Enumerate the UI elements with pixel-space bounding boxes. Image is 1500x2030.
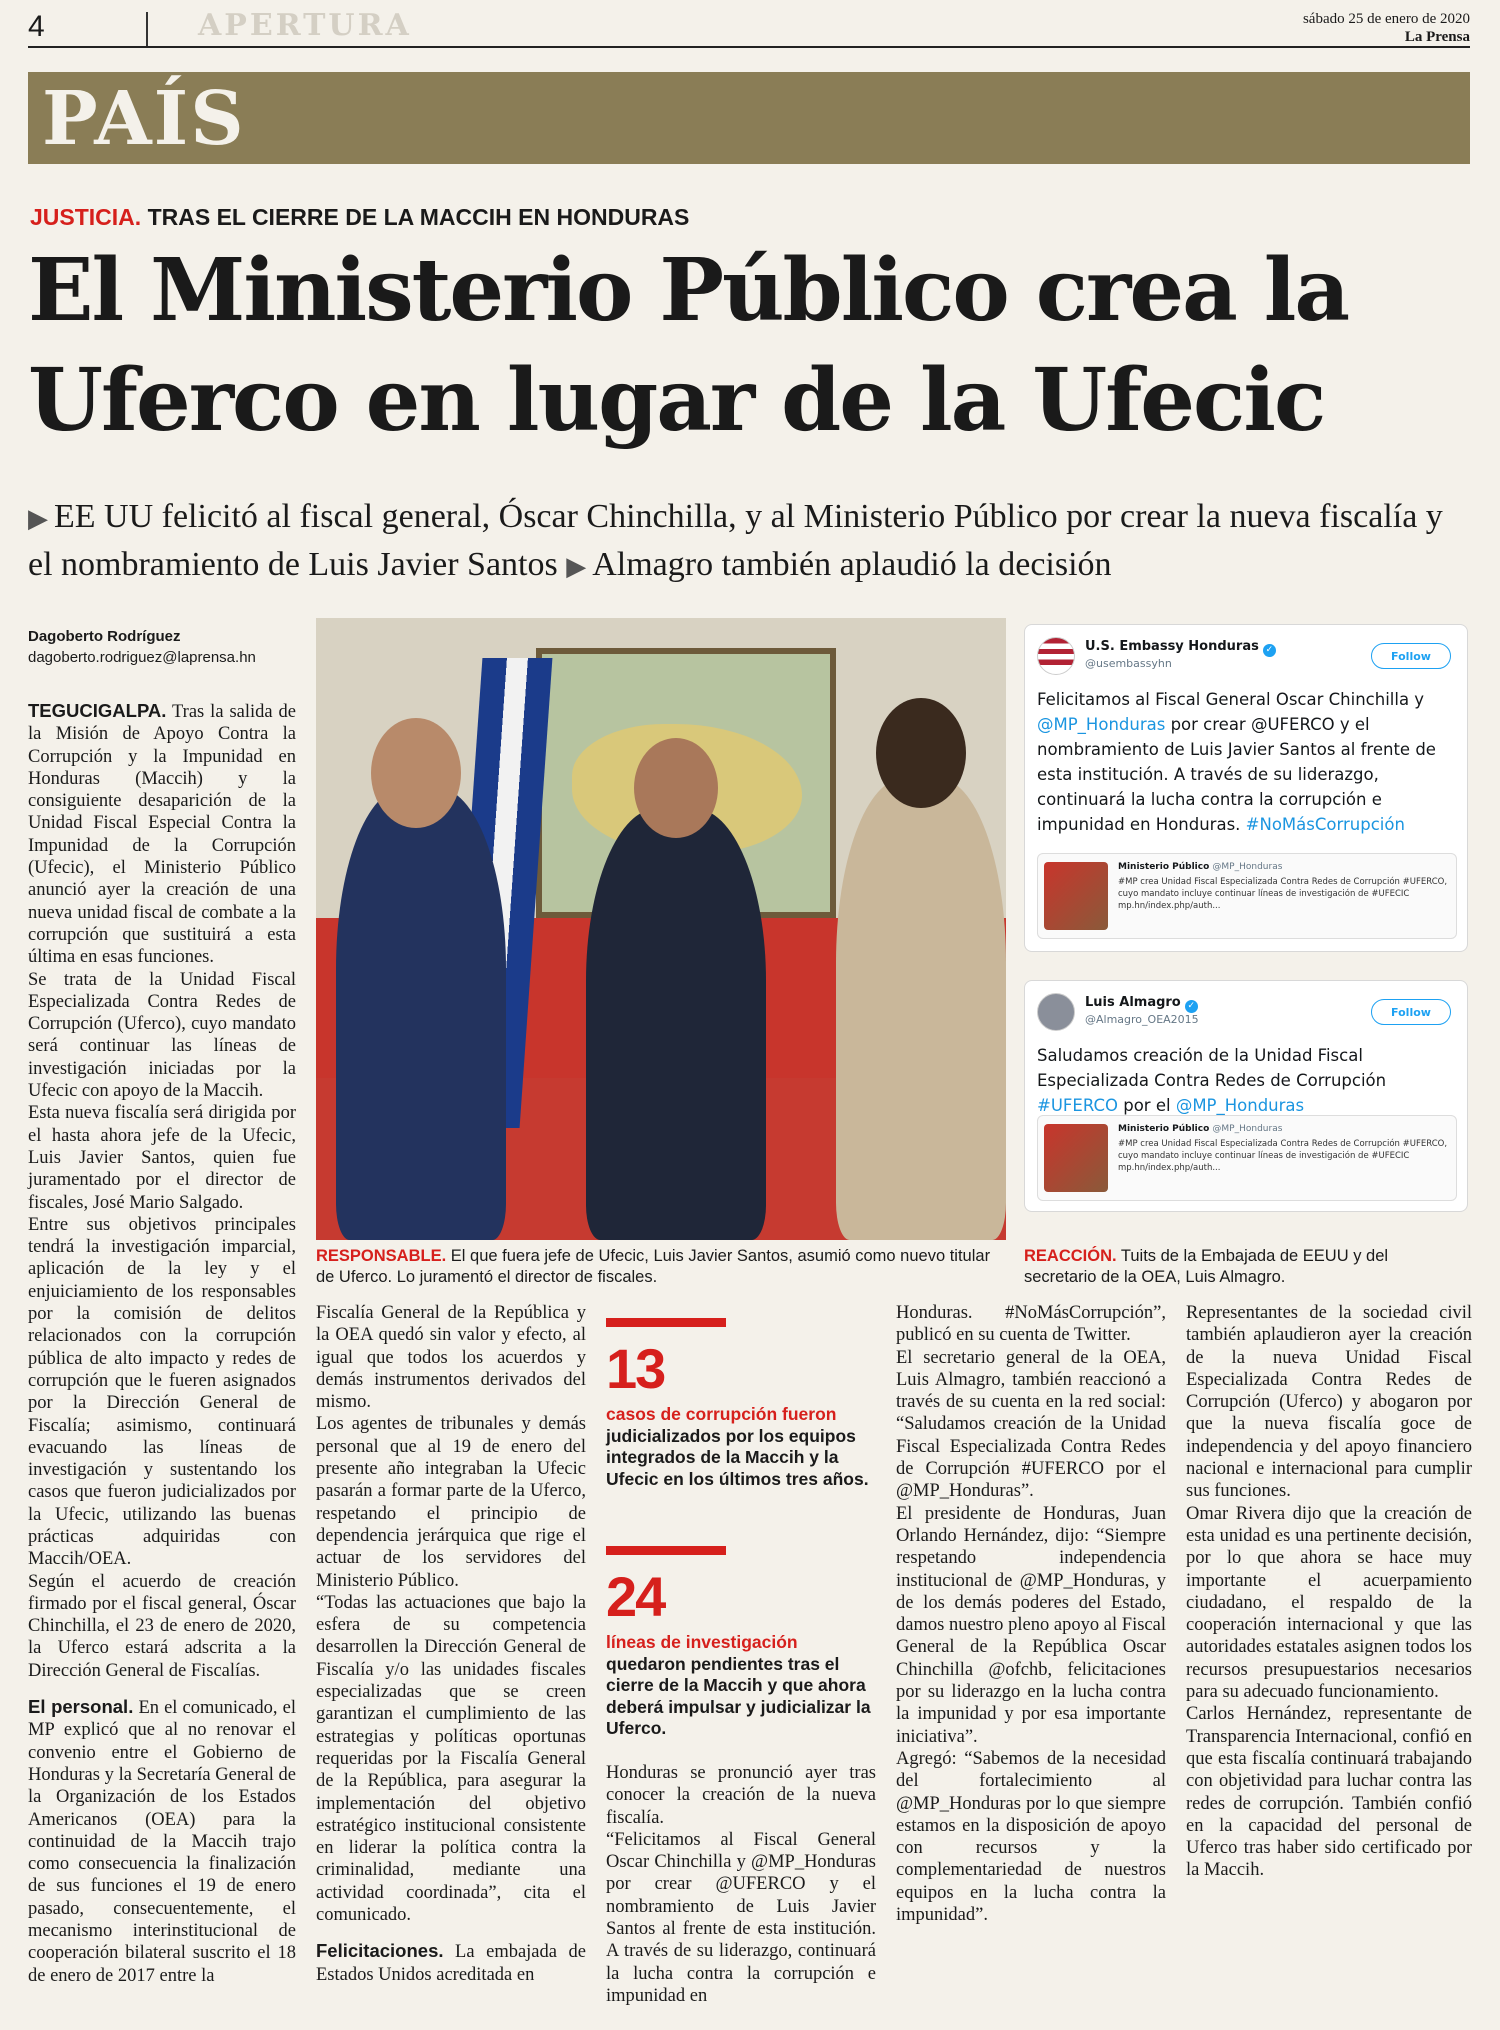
section-title: PAÍS [42, 76, 246, 162]
kicker-text: TRAS EL CIERRE DE LA MACCIH EN HONDURAS [147, 204, 690, 230]
article-column-2 [316, 1302, 586, 1986]
publication-name: La Prensa [1404, 29, 1470, 45]
photo-head-right [876, 698, 966, 808]
tweet-hashtag[interactable]: #UFERCO [1037, 1096, 1118, 1115]
byline [28, 628, 298, 666]
photo-person-center [586, 808, 766, 1240]
paragraph: Representantes de la sociedad civil también aplaudieron ayer la creación de la nueva Unidad Fiscal Especializada Contra Redes de Corrupción (Uferco) y abogaron por que la nueva fiscalía goce de independencia y del apoyo financiero nacional e internacional para cumplir sus funciones. [1186, 1303, 1472, 1502]
triangle-bullet-icon: ▶ [28, 504, 48, 533]
almagro-avatar [1037, 993, 1075, 1031]
header-divider [146, 12, 148, 46]
date-block [1303, 10, 1470, 46]
paragraph: Se trata de la Unidad Fiscal Especializada Contra Redes de Corrupción (Uferco), cuyo mandato será continuar las líneas de investigación iniciadas por la Ufecic con apoyo de la Maccih. [28, 969, 296, 1102]
tweet-mention[interactable]: @MP_Honduras [1037, 715, 1166, 734]
headline-line-1: El Ministerio Público crea la [28, 240, 1349, 341]
stat-text: líneas de investigación quedaron pendientes tras el cierre de la Maccih y que ahora deberá impulsar y judicializar la Uferco. [606, 1632, 871, 1738]
tweet-embassy [1024, 624, 1468, 952]
issue-date: sábado 25 de enero de 2020 [1302, 11, 1470, 27]
paragraph: El presidente de Honduras, Juan Orlando Hernández, dijo: “Siempre respetando independencia institucional de @MP_Honduras, y de los demás poderes del Estado, damos nuestro pleno apoyo al Fiscal General de la República Oscar Chinchilla @ofchb, felicitaciones por su liderazgo en la lucha contra la impunidad y por esa importante iniciativa”. [896, 1503, 1166, 1747]
subhead-personal: El personal. [28, 1696, 134, 1718]
kicker [30, 204, 689, 231]
caption-tag: REACCIÓN. [1024, 1247, 1117, 1265]
caption-text: El que fuera jefe de Ufecic, Luis Javier Santos, asumió como nuevo titular de Uferco. Lo juramentó el director de fiscales. [316, 1247, 991, 1286]
page-header [28, 8, 1470, 48]
paragraph: “Felicitamos al Fiscal General Oscar Chinchilla y @MP_Honduras por crear @UFERCO y el nombramiento de Luis Javier Santos al frente de esta institución. A través de su liderazgo, continuará la lucha contra la corrupción e impunidad en [606, 1829, 876, 2006]
follow-button[interactable]: Follow [1371, 643, 1451, 669]
follow-button[interactable]: Follow [1371, 999, 1451, 1025]
tweet-handle: @Almagro_OEA2015 [1085, 1013, 1199, 1026]
paragraph: Entre sus objetivos principales tendrá la investigación imparcial, aplicación de la ley y el enjuiciamiento de los responsables por la comisión de delitos relacionados con la corrupción pública de alto impacto y redes de corrupción que le fueren asignados por la Dirección General de Fiscalía; asimismo, continuará evacuando las líneas de investigación y sustentando los casos que fueron judicializados por la Ufecic, utilizando las buenas prácticas adquiridas con Maccih/OEA. [28, 1214, 296, 1570]
dateline: TEGUCIGALPA. [28, 700, 167, 721]
quoted-thumbnail [1044, 1124, 1108, 1192]
quoted-text: #MP crea Unidad Fiscal Especializada Contra Redes de Corrupción #UFERCO, cuyo mandato incluye continuar líneas de investigación de #UFECIC mp.hn/index.php/auth... [1118, 1139, 1448, 1173]
tweet-hashtag[interactable]: #NoMásCorrupción [1245, 815, 1405, 834]
verified-badge-icon: ✓ [1185, 1000, 1198, 1013]
page-number: 4 [28, 10, 45, 43]
stat-number: 24 [606, 1565, 665, 1628]
tweets-caption [1024, 1246, 1464, 1288]
photo-head-left [371, 718, 461, 828]
headline [28, 236, 1478, 456]
paragraph: Fiscalía General de la República y la OEA quedó sin valor y efecto, al igual que todos los acuerdos y demás instrumentos derivados del mismo. [316, 1303, 586, 1413]
headline-line-2: Uferco en lugar de la Ufecic [28, 350, 1325, 451]
quoted-author: Ministerio Público @MP_Honduras [1118, 862, 1283, 872]
article-column-3 [606, 1762, 876, 2007]
subheadline [28, 494, 1468, 590]
paragraph: Carlos Hernández, representante de Transparencia Internacional, confió en que esta fiscalía continuará trabajando con objetividad para luchar contra las redes de corrupción. También confió en la capacidad del personal de Uferco tras haber sido certificado por la Maccih. [1186, 1704, 1472, 1881]
section-banner [28, 72, 1470, 164]
subdeck-part-2: Almagro también aplaudió la decisión [592, 546, 1112, 583]
paragraph: “Todas las actuaciones que bajo la esfera de su competencia desarrollen la Dirección General de Fiscalía y/o las unidades fiscales especializadas que se creen garantizan el cumplimiento de las estrategias y políticas oportunas requeridas por la Fiscalía General de la República, para asegurar la implementación del objetivo estratégico institucional consistente en liderar la política contra la criminalidad, mediante una actividad coordinada”, cita el comunicado. [316, 1592, 586, 1926]
paragraph: Omar Rivera dijo que la creación de esta unidad es una pertinente decisión, por lo que ahora se hace muy importante el acuerpamiento ciudadano, el respaldo de la cooperación internacional y que las autoridades estatales asignen todos los recursos presupuestarios necesarios para su adecuado funcionamiento. [1186, 1503, 1472, 1703]
paragraph: Agregó: “Sabemos de la necesidad del fortalecimiento al @MP_Honduras por lo que siempre estamos en la disposición de apoyo con recursos y la complementariedad de nuestros equipos en la lucha contra la impunidad”. [896, 1748, 1166, 1926]
article-column-5 [1186, 1302, 1472, 1882]
paragraph: Honduras se pronunció ayer tras conocer la creación de la nueva fiscalía. [606, 1763, 876, 1828]
verified-badge-icon: ✓ [1263, 644, 1276, 657]
paragraph: En el comunicado, el MP explicó que al no renovar el convenio entre el Gobierno de Honduras y la Secretaría General de la Organización de los Estados Americanos (OEA) para la continuidad de la Maccih trajo como consecuencia la finalización de sus funciones el 19 de enero pasado, consecuentemente, el mecanismo interinstitucional de cooperación bilateral suscrito el 18 de enero de 2017 entre la [28, 1698, 297, 1986]
author-email: dagoberto.rodriguez@laprensa.hn [28, 649, 256, 666]
caption-text: Tuits de la Embajada de EEUU y del secretario de la OEA, Luis Almagro. [1024, 1247, 1389, 1286]
paragraph: Según el acuerdo de creación firmado por el fiscal general, Óscar Chinchilla, el 23 de enero de 2020, la Uferco estará adscrita a la Dirección General de Fiscalías. [28, 1571, 296, 1681]
paragraph: Esta nueva fiscalía será dirigida por el hasta ahora jefe de la Ufecic, Luis Javier Santos, quien fue juramentado por el director de fiscales, José Mario Salgado. [28, 1103, 296, 1213]
caption-tag: RESPONSABLE. [316, 1247, 447, 1265]
quoted-tweet[interactable] [1037, 853, 1457, 939]
tweet-mention[interactable]: @MP_Honduras [1175, 1096, 1305, 1115]
tweet-author: U.S. Embassy Honduras ✓ [1085, 639, 1276, 657]
paragraph: Tras la salida de la Misión de Apoyo Contra la Corrupción y la Impunidad en Honduras (Maccih) y la consiguiente desaparición de la Unidad Fiscal Especial Contra la Impunidad de la Corrupción (Ufecic), el Ministerio Público anunció ayer la creación de una nueva unidad fiscal de combate a la corrupción que sustituirá a esta última en esas funciones. [28, 702, 297, 968]
tweet-text: Felicitamos al Fiscal General Oscar Chinchilla y @MP_Honduras por crear @UFERCO y el nombramiento de Luis Javier Santos al frente de esta institución. A través de su liderazgo, continuará la lucha contra la corrupción e impunidad en Honduras. #NoMásCorrupción [1037, 690, 1436, 834]
subhead-felicitaciones: Felicitaciones. [316, 1940, 444, 1962]
triangle-bullet-icon: ▶ [566, 552, 587, 581]
paragraph: Los agentes de tribunales y demás personal que al 19 de enero del presente año integraban la Ufecic pasarán a formar parte de la Uferco, respetando el principio de dependencia jerárquica que rige el actuar de los servidores del Ministerio Público. [316, 1414, 586, 1591]
paragraph: La embajada de Estados Unidos acreditada en [316, 1942, 586, 1985]
stat-rule [606, 1318, 726, 1327]
tweet-almagro [1024, 980, 1468, 1212]
embassy-avatar [1037, 637, 1075, 675]
tweet-author: Luis Almagro ✓ [1085, 995, 1198, 1013]
swearing-in-photo [316, 618, 1006, 1240]
quoted-tweet[interactable] [1037, 1115, 1457, 1201]
paragraph: El secretario general de la OEA, Luis Almagro, también reaccionó a través de su cuenta en la red social: “Saludamos creación de la Unidad Fiscal Especializada Contra Redes de Corrupción #UFERCO por el @MP_Honduras”. [896, 1347, 1166, 1502]
quoted-author: Ministerio Público @MP_Honduras [1118, 1124, 1283, 1134]
photo-person-left [336, 788, 506, 1240]
quoted-thumbnail [1044, 862, 1108, 930]
stat-rule [606, 1546, 726, 1555]
quoted-text: #MP crea Unidad Fiscal Especializada Contra Redes de Corrupción #UFERCO, cuyo mandato incluye continuar líneas de investigación de #UFECIC mp.hn/index.php/auth... [1118, 877, 1448, 911]
author-name: Dagoberto Rodríguez [28, 628, 181, 645]
photo-head-center [634, 738, 718, 838]
stat-text: casos de corrupción fueron judicializados por los equipos integrados de la Maccih y la Ufecic en los últimos tres años. [606, 1404, 869, 1489]
article-column-4 [896, 1302, 1166, 1926]
subdeck-part-1: EE UU felicitó al fiscal general, Óscar Chinchilla, y al Ministerio Público por crear la nueva fiscalía y el nombramiento de Luis Javier Santos [28, 498, 1443, 583]
photo-person-right [836, 778, 1006, 1240]
tweet-handle: @usembassyhn [1085, 657, 1172, 670]
kicker-tag: JUSTICIA. [30, 204, 142, 230]
bleed-through-text: APERTURA [198, 8, 412, 43]
tweet-text: Saludamos creación de la Unidad Fiscal Especializada Contra Redes de Corrupción #UFERCO por el @MP_Honduras [1037, 1046, 1387, 1115]
stat-number: 13 [606, 1337, 665, 1400]
paragraph: Honduras. #NoMásCorrupción”, publicó en su cuenta de Twitter. [896, 1303, 1166, 1346]
article-column-1 [28, 700, 296, 1987]
photo-caption [316, 1246, 1006, 1288]
